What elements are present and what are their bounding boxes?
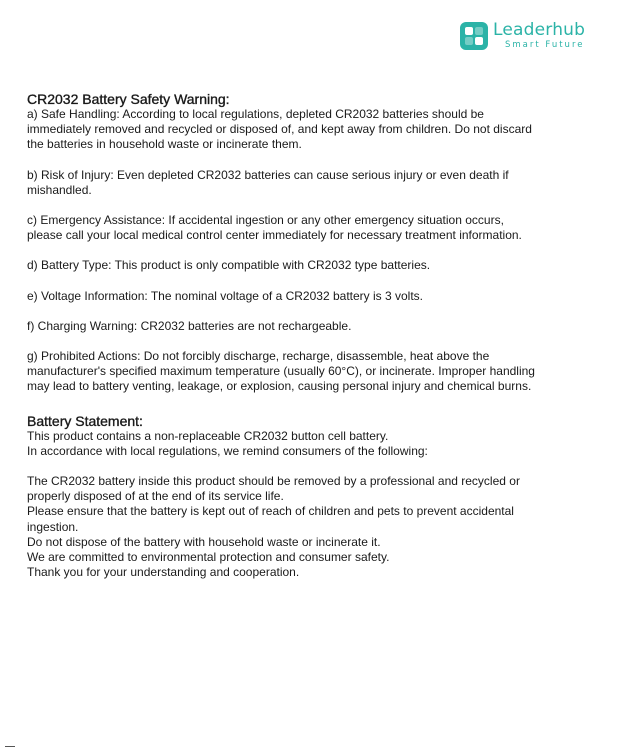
text-line: immediately removed and recycled or disposed of, and kept away from children. Do not discard [27, 122, 532, 137]
text-line: This product contains a non-replaceable CR2032 button cell battery. [27, 428, 389, 443]
document-body [27, 91, 599, 580]
text-line: We are committed to environmental protection and consumer safety. [27, 550, 390, 565]
text-line: please call your local medical control center immediately for necessary treatment information. [27, 228, 522, 243]
brand-name: Leaderhub [493, 20, 586, 41]
warning-item-g [27, 349, 599, 395]
text-line: c) Emergency Assistance: If accidental ingestion or any other emergency situation occurs, [27, 213, 504, 228]
text-line: Thank you for your understanding and cooperation. [27, 565, 300, 580]
text-line: the batteries in household waste or incinerate them. [27, 137, 302, 152]
brand-logo [460, 22, 585, 50]
text-line: a) Safe Handling: According to local regulations, depleted CR2032 batteries should be [27, 107, 484, 121]
brand-tagline: Smart Future [505, 40, 585, 51]
statement-body [27, 474, 599, 580]
leaderhub-logo-icon [460, 22, 488, 50]
text-line: In accordance with local regulations, we remind consumers of the following: [27, 443, 428, 458]
warning-item-a [27, 107, 599, 153]
warning-item-e [27, 289, 599, 304]
text-line: ingestion. [27, 519, 79, 534]
warning-heading: CR2032 Battery Safety Warning: [27, 91, 230, 107]
text-line: e) Voltage Information: The nominal voltage of a CR2032 battery is 3 volts. [27, 288, 423, 303]
statement-heading: Battery Statement: [27, 412, 143, 429]
text-line: Please ensure that the battery is kept out of reach of children and pets to prevent accidental [27, 504, 514, 519]
text-line: mishandled. [27, 182, 92, 197]
page-edge-mark [5, 746, 15, 747]
statement-intro [27, 429, 599, 459]
text-line: g) Prohibited Actions: Do not forcibly discharge, recharge, disassemble, heat above the [27, 349, 490, 364]
warning-item-f [27, 319, 599, 334]
warning-item-c [27, 213, 599, 243]
text-line: properly disposed of at the end of its service life. [27, 489, 284, 504]
text-line: b) Risk of Injury: Even depleted CR2032 batteries can cause serious injury or even death if [27, 167, 509, 182]
text-line: d) Battery Type: This product is only compatible with CR2032 type batteries. [27, 258, 431, 273]
text-line: Do not dispose of the battery with household waste or incinerate it. [27, 534, 381, 549]
warning-item-b [27, 168, 599, 198]
text-line: manufacturer's specified maximum temperature (usually 60°C), or incinerate. Improper handling [27, 364, 535, 379]
text-line: may lead to battery venting, leakage, or explosion, causing personal injury and chemical burns. [27, 379, 532, 394]
text-line: f) Charging Warning: CR2032 batteries are not rechargeable. [27, 318, 352, 333]
text-line: The CR2032 battery inside this product should be removed by a professional and recycled or [27, 474, 520, 489]
warning-item-d [27, 258, 599, 273]
